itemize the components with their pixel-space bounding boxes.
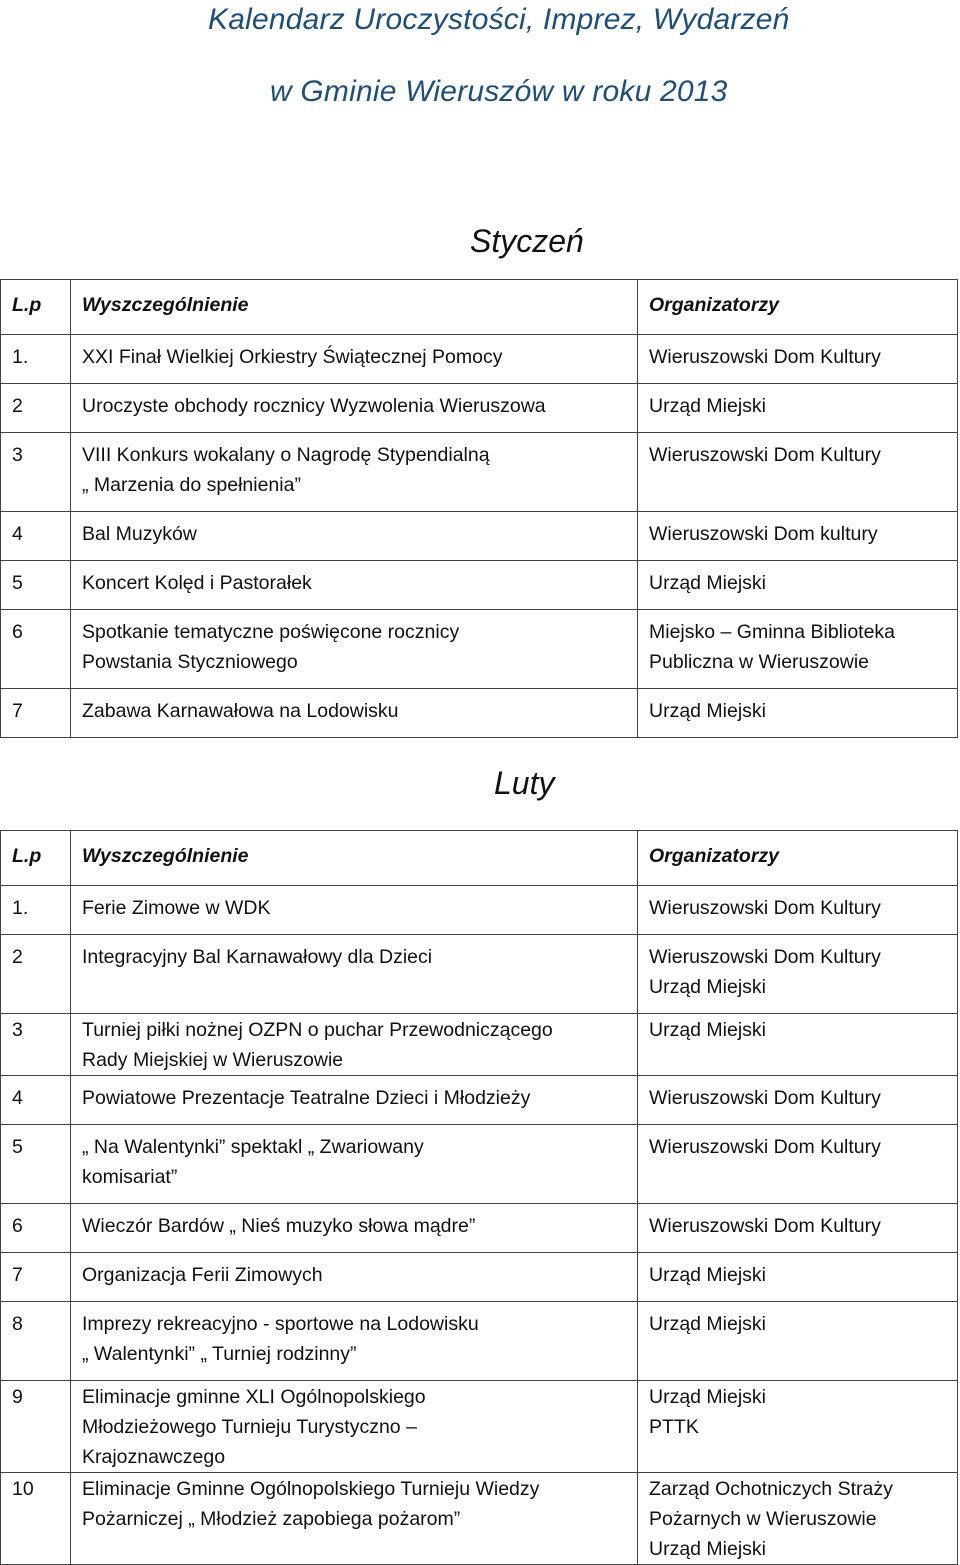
table-row xyxy=(1,1473,958,1565)
event-description: Uroczyste obchody rocznicy Wyzwolenia Wieruszowa xyxy=(71,384,638,433)
row-number: 10 xyxy=(1,1473,71,1565)
event-organizer: Wieruszowski Dom Kultury xyxy=(638,1076,958,1125)
event-description: Spotkanie tematyczne poświęcone rocznicy Powstania Styczniowego xyxy=(71,610,638,689)
table-row xyxy=(1,1204,958,1253)
event-organizer: Wieruszowski Dom Kultury Urząd Miejski xyxy=(638,935,958,1014)
row-number: 7 xyxy=(1,689,71,738)
event-description: Ferie Zimowe w WDK xyxy=(71,886,638,935)
row-number: 5 xyxy=(1,1125,71,1204)
table-header-row xyxy=(1,831,958,886)
table-row xyxy=(1,1302,958,1381)
table-row xyxy=(1,610,958,689)
row-number: 7 xyxy=(1,1253,71,1302)
table-row xyxy=(1,1125,958,1204)
event-description: Imprezy rekreacyjno - sportowe na Lodowisku „ Walentynki” „ Turniej rodzinny” xyxy=(71,1302,638,1381)
event-description: Bal Muzyków xyxy=(71,512,638,561)
event-organizer: Wieruszowski Dom Kultury xyxy=(638,433,958,512)
event-organizer: Zarząd Ochotniczych Straży Pożarnych w Wieruszowie Urząd Miejski xyxy=(638,1473,958,1565)
event-organizer: Wieruszowski Dom Kultury xyxy=(638,1125,958,1204)
event-description: Eliminacje Gminne Ogólnopolskiego Turnieju Wiedzy Pożarniczej „ Młodzież zapobiega pożarom” xyxy=(71,1473,638,1565)
event-description: „ Na Walentynki” spektakl „ Zwariowany komisariat” xyxy=(71,1125,638,1204)
table-row xyxy=(1,935,958,1014)
column-header-description: Wyszczególnienie xyxy=(71,280,638,335)
event-organizer: Urząd Miejski xyxy=(638,1014,958,1076)
event-description: Wieczór Bardów „ Nieś muzyko słowa mądre” xyxy=(71,1204,638,1253)
row-number: 4 xyxy=(1,1076,71,1125)
event-organizer: Urząd Miejski xyxy=(638,384,958,433)
row-number: 4 xyxy=(1,512,71,561)
table-row xyxy=(1,512,958,561)
event-description: Eliminacje gminne XLI Ogólnopolskiego Młodzieżowego Turnieju Turystyczno – Krajoznawczego xyxy=(71,1381,638,1473)
row-number: 3 xyxy=(1,1014,71,1076)
event-organizer: Wieruszowski Dom Kultury xyxy=(638,1204,958,1253)
table-header-row xyxy=(1,280,958,335)
event-organizer: Wieruszowski Dom Kultury xyxy=(638,335,958,384)
event-description: VIII Konkurs wokalany o Nagrodę Stypendialną „ Marzenia do spełnienia” xyxy=(71,433,638,512)
table-row xyxy=(1,561,958,610)
event-organizer: Urząd Miejski xyxy=(638,689,958,738)
row-number: 2 xyxy=(1,935,71,1014)
document-title-line1: Kalendarz Uroczystości, Imprez, Wydarzeń xyxy=(208,3,790,36)
event-description: Zabawa Karnawałowa na Lodowisku xyxy=(71,689,638,738)
column-header-description: Wyszczególnienie xyxy=(71,831,638,886)
row-number: 6 xyxy=(1,610,71,689)
row-number: 6 xyxy=(1,1204,71,1253)
table-row xyxy=(1,1076,958,1125)
row-number: 8 xyxy=(1,1302,71,1381)
event-organizer: Wieruszowski Dom Kultury xyxy=(638,886,958,935)
table-row xyxy=(1,886,958,935)
event-description: Organizacja Ferii Zimowych xyxy=(71,1253,638,1302)
month-heading-january: Styczeń xyxy=(470,223,584,259)
row-number: 5 xyxy=(1,561,71,610)
row-number: 1. xyxy=(1,335,71,384)
row-number: 2 xyxy=(1,384,71,433)
column-header-organizers: Organizatorzy xyxy=(638,280,958,335)
table-row xyxy=(1,1381,958,1473)
january-events-table xyxy=(0,279,958,738)
table-row xyxy=(1,689,958,738)
table-row xyxy=(1,335,958,384)
row-number: 1. xyxy=(1,886,71,935)
table-row xyxy=(1,1253,958,1302)
february-events-table xyxy=(0,830,958,1565)
event-organizer: Urząd Miejski xyxy=(638,561,958,610)
event-organizer: Urząd Miejski PTTK xyxy=(638,1381,958,1473)
event-description: Integracyjny Bal Karnawałowy dla Dzieci xyxy=(71,935,638,1014)
event-description: Koncert Kolęd i Pastorałek xyxy=(71,561,638,610)
event-organizer: Miejsko – Gminna Biblioteka Publiczna w Wieruszowie xyxy=(638,610,958,689)
document-title-line2: w Gminie Wieruszów w roku 2013 xyxy=(270,75,728,108)
column-header-lp: L.p xyxy=(1,831,71,886)
event-description: Powiatowe Prezentacje Teatralne Dzieci i Młodzieży xyxy=(71,1076,638,1125)
table-row xyxy=(1,433,958,512)
event-description: XXI Finał Wielkiej Orkiestry Świątecznej Pomocy xyxy=(71,335,638,384)
column-header-organizers: Organizatorzy xyxy=(638,831,958,886)
event-organizer: Urząd Miejski xyxy=(638,1253,958,1302)
table-row xyxy=(1,384,958,433)
event-organizer: Urząd Miejski xyxy=(638,1302,958,1381)
row-number: 9 xyxy=(1,1381,71,1473)
column-header-lp: L.p xyxy=(1,280,71,335)
month-heading-february: Luty xyxy=(494,765,555,801)
event-organizer: Wieruszowski Dom kultury xyxy=(638,512,958,561)
table-row xyxy=(1,1014,958,1076)
event-description: Turniej piłki nożnej OZPN o puchar Przewodniczącego Rady Miejskiej w Wieruszowie xyxy=(71,1014,638,1076)
row-number: 3 xyxy=(1,433,71,512)
